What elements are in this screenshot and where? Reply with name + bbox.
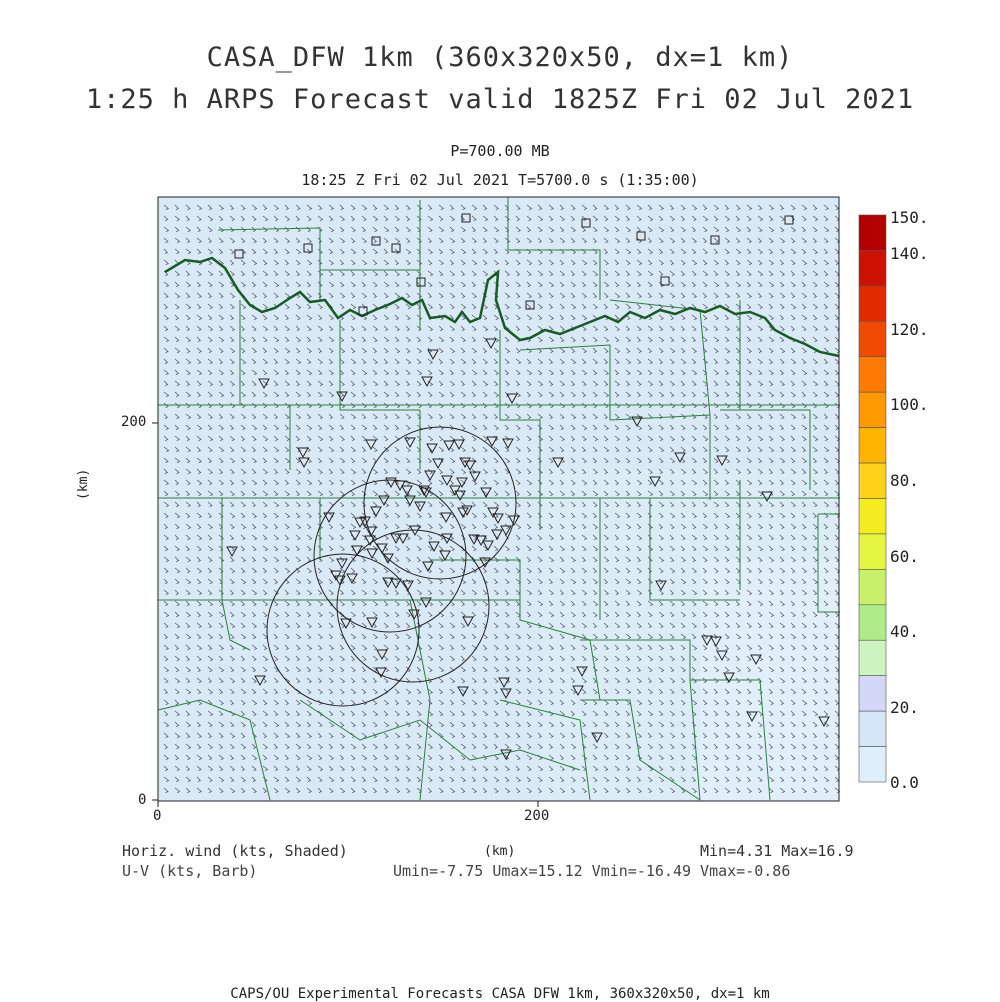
valid-time-line: 18:25 Z Fri 02 Jul 2021 T=5700.0 s (1:35:00) — [301, 171, 699, 189]
colorbar-label: 140. — [890, 244, 929, 263]
colorbar-label: 40. — [890, 622, 919, 641]
colorbar-box — [859, 499, 886, 534]
title-line-1: CASA_DFW 1km (360x320x50, dx=1 km) — [206, 42, 794, 73]
legend-shaded-label: Horiz. wind (kts, Shaded) — [122, 842, 348, 860]
colorbar-label: 100. — [890, 395, 929, 414]
colorbar-box — [859, 463, 886, 498]
colorbar-box — [859, 569, 886, 604]
colorbar-box — [859, 215, 886, 250]
colorbar-box — [859, 392, 886, 427]
colorbar-label: 120. — [890, 320, 929, 339]
colorbar-box — [859, 711, 886, 746]
colorbar-box — [859, 640, 886, 675]
colorbar-box — [859, 428, 886, 463]
legend-uv-stats: Umin=-7.75 Umax=15.12 Vmin=-16.49 Vmax=-0.86 — [393, 862, 791, 880]
colorbar-box — [859, 534, 886, 569]
y-tick-0: 0 — [138, 792, 147, 808]
colorbar-box — [859, 357, 886, 392]
y-tick-200: 200 — [121, 414, 147, 430]
colorbar-box — [859, 676, 886, 711]
colorbar-label: 150. — [890, 208, 929, 227]
title-line-2: 1:25 h ARPS Forecast valid 1825Z Fri 02 Jul 2021 — [85, 84, 915, 115]
legend-min-max: Min=4.31 Max=16.9 — [700, 842, 854, 860]
colorbar-label: 0.0 — [890, 773, 919, 792]
x-tick-200: 200 — [524, 808, 550, 824]
colorbar-box — [859, 250, 886, 285]
pressure-level: P=700.00 MB — [450, 142, 550, 160]
x-tick-0: 0 — [153, 808, 162, 824]
colorbar-box — [859, 747, 886, 782]
colorbar-label: 80. — [890, 471, 919, 490]
y-axis-label: (km) — [76, 468, 91, 500]
colorbar-label: 60. — [890, 547, 919, 566]
x-axis-label: (km) — [484, 844, 516, 859]
colorbar-box — [859, 321, 886, 356]
footer-credit: CAPS/OU Experimental Forecasts CASA DFW 1km, 360x320x50, dx=1 km — [230, 986, 770, 1002]
colorbar-box — [859, 286, 886, 321]
colorbar — [859, 215, 886, 782]
legend-barb-label: U-V (kts, Barb) — [122, 862, 258, 880]
colorbar-label: 20. — [890, 698, 919, 717]
colorbar-box — [859, 605, 886, 640]
